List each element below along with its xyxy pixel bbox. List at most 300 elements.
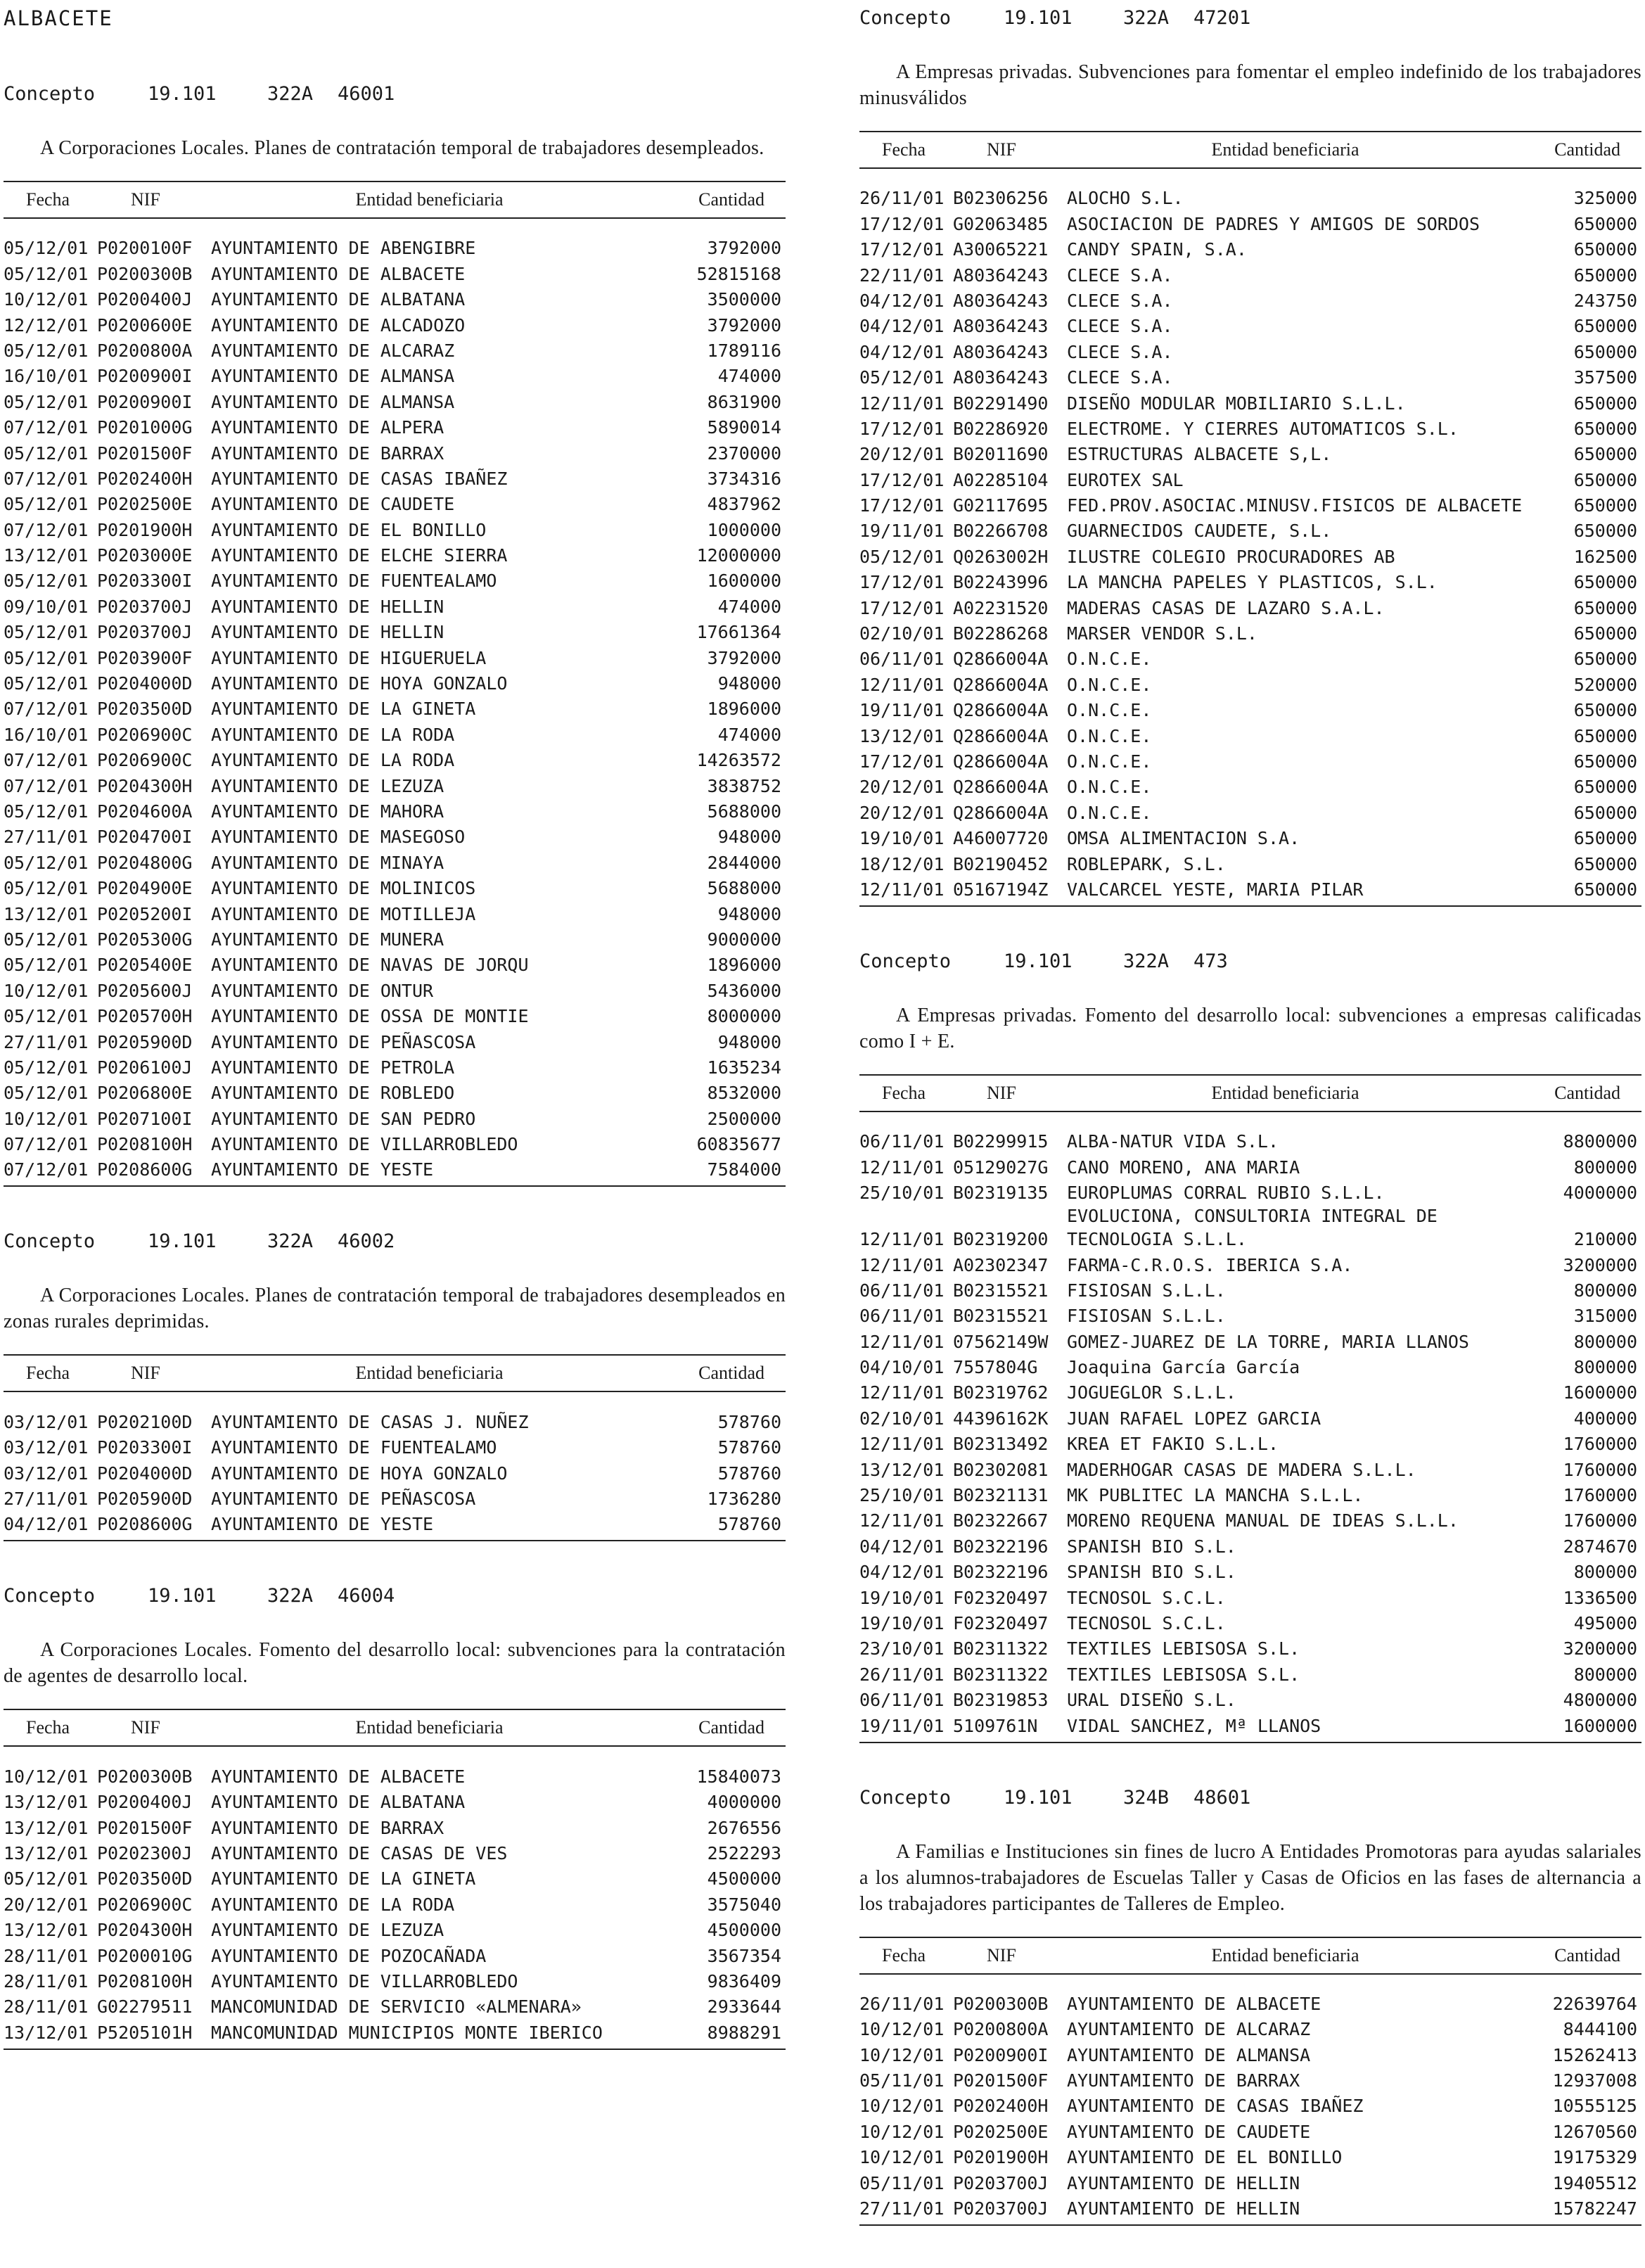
left-sections <box>4 82 786 2050</box>
cell-nif: B02291490 <box>953 393 1049 414</box>
cell-cantidad: 4500000 <box>707 1868 781 1890</box>
cell-nif: 05129027G <box>953 1157 1049 1178</box>
table-row <box>859 440 1641 466</box>
cell-nif: B02319853 <box>953 1690 1049 1711</box>
cell-entidad: MORENO REQUENA MANUAL DE IDEAS S.L.L. <box>1067 1510 1459 1531</box>
header-entidad: Entidad beneficiaria <box>1067 1075 1532 1111</box>
cell-cantidad: 650000 <box>1573 597 1637 618</box>
cell-fecha: 28/11/01 <box>4 1945 89 1966</box>
cell-nif: P0205900D <box>97 1031 193 1052</box>
cell-nif: P0202400H <box>97 468 193 489</box>
cell-entidad: SPANISH BIO S.L. <box>1067 1562 1236 1583</box>
cell-nif: P0206900C <box>97 1894 193 1915</box>
cell-nif: P0205200I <box>97 903 193 924</box>
table-row <box>4 1890 786 1916</box>
table-row <box>4 900 786 925</box>
table-row <box>4 1993 786 2018</box>
cell-nif: P0200900I <box>953 2044 1049 2065</box>
cell-nif: 05167194Z <box>953 876 1067 906</box>
table-row <box>4 414 786 439</box>
cell-cantidad: 650000 <box>1573 649 1637 670</box>
concepto-number: 19.101 <box>148 1585 217 1607</box>
cell-fecha: 19/10/01 <box>859 1587 945 1608</box>
cell-nif: P0208100H <box>97 1970 193 1992</box>
cell-nif: P0205600J <box>97 980 193 1001</box>
cell-fecha: 07/12/01 <box>4 775 89 796</box>
cell-nif: P0203300I <box>97 1437 193 1458</box>
header-cantidad: Cantidad <box>1532 132 1641 168</box>
cell-cantidad: 650000 <box>1573 316 1637 337</box>
cell-cantidad: 9000000 <box>707 929 781 950</box>
table-row <box>859 1610 1641 1635</box>
cell-nif: P0203500D <box>97 699 193 720</box>
cell-fecha: 20/12/01 <box>4 1894 89 1915</box>
cell-nif: P0205900D <box>97 1489 193 1510</box>
cell-entidad: AYUNTAMIENTO DE VILLARROBLEDO <box>211 1970 518 1992</box>
cell-fecha: 05/12/01 <box>4 878 89 899</box>
cell-entidad: AYUNTAMIENTO DE HOYA GONZALO <box>211 1463 508 1484</box>
header-fecha: Fecha <box>4 1709 97 1746</box>
cell-fecha: 05/12/01 <box>859 546 945 567</box>
table-row <box>4 1942 786 1967</box>
table-row <box>859 1532 1641 1557</box>
table-row <box>859 1327 1641 1353</box>
cell-nif: G02279511 <box>97 1996 193 2018</box>
programa-code: 322A <box>1123 7 1170 29</box>
left-column <box>4 0 786 2092</box>
cell-cantidad: 10555125 <box>1552 2096 1637 2117</box>
header-fecha: Fecha <box>4 1355 97 1391</box>
table-row <box>859 542 1641 568</box>
table-row <box>859 1558 1641 1584</box>
cell-nif: P0202100D <box>97 1411 193 1432</box>
concepto-line <box>4 1229 786 1254</box>
cell-entidad: FISIOSAN S.L.L. <box>1067 1280 1226 1301</box>
cell-fecha: 05/12/01 <box>4 340 89 361</box>
cell-entidad: TECNOSOL S.C.L. <box>1067 1587 1226 1608</box>
cell-entidad: GUARNECIDOS CAUDETE, S.L. <box>1067 521 1332 542</box>
cell-entidad: MADERHOGAR CASAS DE MADERA S.L.L. <box>1067 1459 1416 1480</box>
cell-cantidad: 650000 <box>1573 700 1637 721</box>
table-row <box>4 592 786 618</box>
concepto-line <box>859 1785 1641 1811</box>
concepto-label: Concepto <box>4 1585 96 1607</box>
cell-nif: P0200300B <box>953 1993 1049 2014</box>
concepto-number: 19.101 <box>1004 7 1073 29</box>
cell-cantidad: 3567354 <box>707 1945 781 1966</box>
cell-nif: P0200600E <box>97 314 193 336</box>
cell-entidad: AYUNTAMIENTO DE MOLINICOS <box>211 878 476 899</box>
cell-cantidad: 578760 <box>717 1463 781 1484</box>
cell-entidad: AYUNTAMIENTO DE ALBATANA <box>211 289 466 310</box>
cell-fecha: 10/12/01 <box>4 1766 89 1787</box>
cell-fecha: 05/12/01 <box>4 852 89 873</box>
cell-cantidad: 650000 <box>1573 751 1637 772</box>
cell-entidad: ROBLEPARK, S.L. <box>1067 853 1226 874</box>
cell-nif: P0200400J <box>97 289 193 310</box>
concepto-number: 19.101 <box>1004 1786 1073 1809</box>
cell-cantidad: 1760000 <box>1563 1434 1637 1455</box>
cell-fecha: 12/11/01 <box>859 1382 945 1403</box>
header-fecha: Fecha <box>859 1937 953 1974</box>
table-row <box>4 465 786 490</box>
cell-entidad: CLECE S.A. <box>1067 341 1173 362</box>
cell-nif: P0203700J <box>97 596 193 617</box>
cell-cantidad: 1760000 <box>1563 1459 1637 1480</box>
concepto-line <box>4 82 786 107</box>
cell-nif: P0200300B <box>97 263 193 284</box>
cell-nif: P0202400H <box>953 2096 1049 2117</box>
table-row <box>4 311 786 336</box>
table-row <box>859 2067 1641 2092</box>
header-fecha: Fecha <box>859 1075 953 1111</box>
cell-fecha: 27/11/01 <box>4 827 89 848</box>
cell-entidad: AYUNTAMIENTO DE NAVAS DE JORQU <box>211 955 529 976</box>
cell-cantidad: 22639764 <box>1552 1993 1637 2014</box>
cell-nif: P5205101H <box>97 2018 211 2049</box>
cell-nif: Q2866004A <box>953 649 1049 670</box>
cell-fecha: 20/12/01 <box>859 444 945 465</box>
table-row <box>859 1277 1641 1302</box>
cell-nif: Q2866004A <box>953 751 1049 772</box>
cell-fecha: 17/12/01 <box>859 469 945 490</box>
cell-nif: P0201900H <box>953 2147 1049 2168</box>
header-cantidad: Cantidad <box>676 181 786 218</box>
beneficiaries-table <box>859 1937 1641 2226</box>
cell-entidad: CLECE S.A. <box>1067 290 1173 311</box>
concepto-description: A Empresas privadas. Fomento del desarrollo local: subvenciones a empresas calificadas como I + E. <box>859 1004 1641 1052</box>
cell-fecha: 12/11/01 <box>859 674 945 695</box>
cell-nif: P0202500E <box>953 2121 1049 2142</box>
cell-entidad: AYUNTAMIENTO DE BARRAX <box>211 1817 444 1838</box>
cell-cantidad: 3200000 <box>1563 1638 1637 1659</box>
concepto-line <box>4 1584 786 1609</box>
cell-entidad: AYUNTAMIENTO DE ELCHE SIERRA <box>211 545 508 566</box>
cell-fecha: 05/12/01 <box>4 622 89 643</box>
cell-fecha: 13/12/01 <box>859 725 945 746</box>
cell-entidad: AYUNTAMIENTO DE LA RODA <box>211 750 455 771</box>
cell-nif: P0200900I <box>97 391 193 412</box>
cell-fecha: 03/12/01 <box>4 1437 89 1458</box>
cell-cantidad: 800000 <box>1573 1562 1637 1583</box>
programa-code: 322A <box>267 1230 314 1253</box>
cell-fecha: 12/11/01 <box>859 1157 945 1178</box>
concepto-description: A Corporaciones Locales. Planes de contratación temporal de trabajadores desempleados en zonas rurales deprimidas. <box>4 1285 786 1333</box>
cell-fecha: 12/11/01 <box>859 876 953 906</box>
header-nif: NIF <box>953 1075 1067 1111</box>
cell-nif: P0203700J <box>953 2195 1067 2225</box>
cell-nif: 07562149W <box>953 1331 1049 1352</box>
table-row <box>4 388 786 413</box>
cell-fecha: 05/12/01 <box>4 1057 89 1078</box>
cell-fecha: 20/12/01 <box>859 802 945 823</box>
cell-entidad: EVOLUCIONA, CONSULTORIA INTEGRAL DE TECNOLOGIA S.L.L. <box>1067 1206 1438 1250</box>
cell-fecha: 17/12/01 <box>859 597 945 618</box>
cell-fecha: 06/11/01 <box>859 1131 945 1152</box>
cell-fecha: 26/11/01 <box>859 188 945 209</box>
cell-entidad: AYUNTAMIENTO DE ALMANSA <box>211 366 455 387</box>
table-row <box>4 218 786 260</box>
table-row <box>859 1686 1641 1712</box>
cell-fecha: 02/10/01 <box>859 623 945 644</box>
table-row <box>4 260 786 285</box>
cell-fecha: 10/12/01 <box>859 2121 945 2142</box>
cell-cantidad: 4500000 <box>707 1920 781 1941</box>
cell-fecha: 18/12/01 <box>859 853 945 874</box>
cell-entidad: AYUNTAMIENTO DE MASEGOSO <box>211 827 466 848</box>
cell-cantidad: 650000 <box>1573 495 1637 516</box>
cell-nif: A02302347 <box>953 1254 1049 1275</box>
cell-cantidad: 800000 <box>1573 1664 1637 1685</box>
table-row <box>4 976 786 1002</box>
cell-entidad: AYUNTAMIENTO DE POZOCAÑADA <box>211 1945 487 1966</box>
cell-nif: B02286920 <box>953 418 1049 439</box>
cell-nif: P0204600A <box>97 801 193 822</box>
cell-entidad: EUROTEX SAL <box>1067 469 1184 490</box>
cell-cantidad: 650000 <box>1573 239 1637 260</box>
cell-entidad: AYUNTAMIENTO DE ABENGIBRE <box>211 238 476 259</box>
cell-cantidad: 8988291 <box>676 2018 786 2049</box>
cell-fecha: 12/11/01 <box>859 1254 945 1275</box>
cell-entidad: AYUNTAMIENTO DE YESTE <box>211 1510 676 1541</box>
cell-entidad: KREA ET FAKIO S.L.L. <box>1067 1434 1279 1455</box>
header-cantidad: Cantidad <box>1532 1937 1641 1974</box>
cell-cantidad: 7584000 <box>676 1156 786 1186</box>
table-row <box>4 1002 786 1028</box>
cell-cantidad: 650000 <box>1573 341 1637 362</box>
beneficiaries-table <box>859 131 1641 907</box>
cell-entidad: AYUNTAMIENTO DE CAUDETE <box>1067 2121 1311 2142</box>
cell-entidad: ESTRUCTURAS ALBACETE S,L. <box>1067 444 1332 465</box>
cell-fecha: 16/10/01 <box>4 366 89 387</box>
cell-fecha: 06/11/01 <box>859 1690 945 1711</box>
cell-fecha: 05/12/01 <box>4 571 89 592</box>
cell-fecha: 16/10/01 <box>4 724 89 745</box>
cell-fecha: 27/11/01 <box>4 1489 89 1510</box>
cell-cantidad: 650000 <box>1532 876 1641 906</box>
header-nif: NIF <box>97 181 211 218</box>
cell-entidad: MADERAS CASAS DE LAZARO S.A.L. <box>1067 597 1385 618</box>
cell-entidad: AYUNTAMIENTO DE LA RODA <box>211 1894 455 1915</box>
cell-entidad: CLECE S.A. <box>1067 316 1173 337</box>
cell-fecha: 12/11/01 <box>859 393 945 414</box>
cell-entidad: AYUNTAMIENTO DE PEÑASCOSA <box>211 1489 476 1510</box>
cell-fecha: 04/12/01 <box>4 1510 97 1541</box>
cell-fecha: 13/12/01 <box>4 545 89 566</box>
table-row <box>859 2041 1641 2066</box>
cell-entidad: AYUNTAMIENTO DE ALMANSA <box>211 391 455 412</box>
table-row <box>859 236 1641 261</box>
table-row <box>4 874 786 900</box>
cell-nif: Q2866004A <box>953 802 1049 823</box>
cell-cantidad: 800000 <box>1573 1280 1637 1301</box>
table-row <box>4 1485 786 1510</box>
cell-nif: P0204900E <box>97 878 193 899</box>
cell-entidad: AYUNTAMIENTO DE HIGUERUELA <box>211 647 487 668</box>
cell-fecha: 25/10/01 <box>859 1485 945 1506</box>
cell-fecha: 13/12/01 <box>4 1842 89 1864</box>
cell-entidad: ASOCIACION DE PADRES Y AMIGOS DE SORDOS <box>1067 213 1480 234</box>
subconcepto-code: 46004 <box>338 1585 395 1607</box>
cell-cantidad: 1760000 <box>1563 1485 1637 1506</box>
table-row <box>4 1459 786 1484</box>
cell-fecha: 04/12/01 <box>859 290 945 311</box>
cell-entidad: AYUNTAMIENTO DE LA RODA <box>211 724 455 745</box>
cell-entidad: MARSER VENDOR S.L. <box>1067 623 1257 644</box>
cell-cantidad: 474000 <box>717 366 781 387</box>
cell-nif: B02319762 <box>953 1382 1049 1403</box>
cell-cantidad: 650000 <box>1573 802 1637 823</box>
table-row <box>859 876 1641 906</box>
cell-nif: P0203900F <box>97 647 193 668</box>
cell-cantidad: 52815168 <box>696 263 781 284</box>
table-row <box>4 1968 786 1993</box>
cell-nif: P0204800G <box>97 852 193 873</box>
cell-fecha: 19/11/01 <box>859 1712 953 1742</box>
cell-entidad: GOMEZ-JUAREZ DE LA TORRE, MARIA LLANOS <box>1067 1331 1469 1352</box>
cell-entidad: CANDY SPAIN, S.A. <box>1067 239 1247 260</box>
concepto-number: 19.101 <box>1004 950 1073 972</box>
header-cantidad: Cantidad <box>1532 1075 1641 1111</box>
cell-fecha: 26/11/01 <box>859 1993 945 2014</box>
concepto-line <box>859 6 1641 31</box>
cell-entidad: O.N.C.E. <box>1067 802 1152 823</box>
header-nif: NIF <box>953 132 1067 168</box>
cell-nif: A80364243 <box>953 341 1049 362</box>
cell-cantidad: 1635234 <box>707 1057 781 1078</box>
cell-entidad: AYUNTAMIENTO DE MOTILLEJA <box>211 903 476 924</box>
cell-nif: P0200900I <box>97 366 193 387</box>
cell-nif: P0200400J <box>97 1792 193 1813</box>
header-cantidad: Cantidad <box>676 1709 786 1746</box>
table-row <box>859 696 1641 722</box>
cell-entidad: AYUNTAMIENTO DE PEÑASCOSA <box>211 1031 476 1052</box>
cell-entidad: ILUSTRE COLEGIO PROCURADORES AB <box>1067 546 1395 567</box>
cell-nif: P0201000G <box>97 417 193 438</box>
cell-cantidad: 1600000 <box>1563 1382 1637 1403</box>
cell-entidad: AYUNTAMIENTO DE MINAYA <box>211 852 444 873</box>
cell-cantidad: 8631900 <box>707 391 781 412</box>
cell-entidad: AYUNTAMIENTO DE CASAS IBAÑEZ <box>211 468 508 489</box>
header-nif: NIF <box>953 1937 1067 1974</box>
cell-fecha: 17/12/01 <box>859 239 945 260</box>
cell-entidad: FED.PROV.ASOCIAC.MINUSV.FISICOS DE ALBACETE <box>1067 495 1523 516</box>
subconcepto-code: 473 <box>1193 950 1228 972</box>
cell-fecha: 05/12/01 <box>4 801 89 822</box>
table-row <box>4 1840 786 1865</box>
cell-nif: P0204300H <box>97 775 193 796</box>
concepto-number: 19.101 <box>148 83 217 105</box>
cell-cantidad: 8444100 <box>1563 2019 1637 2040</box>
cell-cantidad: 1600000 <box>707 571 781 592</box>
cell-cantidad: 210000 <box>1573 1229 1637 1250</box>
table-row <box>859 1204 1641 1251</box>
table-row <box>859 1507 1641 1532</box>
cell-fecha: 05/12/01 <box>4 1083 89 1104</box>
table-row <box>859 1302 1641 1327</box>
cell-fecha: 17/12/01 <box>859 495 945 516</box>
cell-entidad: O.N.C.E. <box>1067 777 1152 798</box>
cell-entidad: AYUNTAMIENTO DE MAHORA <box>211 801 444 822</box>
cell-cantidad: 650000 <box>1573 828 1637 849</box>
cell-nif: A30065221 <box>953 239 1049 260</box>
cell-cantidad: 15840073 <box>696 1766 781 1787</box>
cell-nif: F02320497 <box>953 1587 1049 1608</box>
cell-entidad: AYUNTAMIENTO DE ALBATANA <box>211 1792 466 1813</box>
cell-fecha: 05/11/01 <box>859 2070 945 2091</box>
table-row <box>859 492 1641 517</box>
cell-entidad: URAL DISEÑO S.L. <box>1067 1690 1236 1711</box>
table-row <box>859 850 1641 875</box>
cell-fecha: 07/12/01 <box>4 468 89 489</box>
cell-cantidad: 474000 <box>717 596 781 617</box>
cell-cantidad: 650000 <box>1573 213 1637 234</box>
table-row <box>859 1584 1641 1609</box>
cell-cantidad: 3838752 <box>707 775 781 796</box>
cell-fecha: 07/12/01 <box>4 519 89 540</box>
cell-cantidad: 948000 <box>717 827 781 848</box>
table-row <box>4 1746 786 1788</box>
concepto-section <box>4 1229 786 1541</box>
table-row <box>4 670 786 695</box>
cell-entidad: TECNOSOL S.C.L. <box>1067 1612 1226 1633</box>
cell-entidad: OMSA ALIMENTACION S.A. <box>1067 828 1300 849</box>
cell-entidad: EUROPLUMAS CORRAL RUBIO S.L.L. <box>1067 1183 1385 1204</box>
cell-cantidad: 3200000 <box>1563 1254 1637 1275</box>
cell-cantidad: 325000 <box>1573 188 1637 209</box>
cell-fecha: 23/10/01 <box>859 1638 945 1659</box>
cell-fecha: 05/12/01 <box>4 442 89 464</box>
table-row <box>859 620 1641 645</box>
table-row <box>4 1434 786 1459</box>
table-row <box>859 748 1641 773</box>
cell-entidad: O.N.C.E. <box>1067 674 1152 695</box>
table-row <box>859 1455 1641 1481</box>
cell-cantidad: 15262413 <box>1552 2044 1637 2065</box>
cell-nif: 7557804G <box>953 1357 1038 1378</box>
cell-entidad: AYUNTAMIENTO DE YESTE <box>211 1156 676 1186</box>
header-fecha: Fecha <box>4 181 97 218</box>
programa-code: 322A <box>267 83 314 105</box>
cell-nif: B02319200 <box>953 1229 1049 1250</box>
cell-cantidad: 162500 <box>1573 546 1637 567</box>
cell-nif: A02231520 <box>953 597 1049 618</box>
cell-cantidad: 1000000 <box>707 519 781 540</box>
cell-cantidad: 5890014 <box>707 417 781 438</box>
cell-fecha: 13/12/01 <box>4 1792 89 1813</box>
cell-entidad: AYUNTAMIENTO DE HELLIN <box>211 596 444 617</box>
table-row <box>4 362 786 388</box>
cell-fecha: 19/11/01 <box>859 700 945 721</box>
cell-entidad: AYUNTAMIENTO DE LEZUZA <box>211 1920 444 1941</box>
concepto-section <box>859 6 1641 907</box>
right-column <box>859 0 1641 2268</box>
subconcepto-code: 46001 <box>338 83 395 105</box>
table-row <box>4 695 786 720</box>
concepto-label: Concepto <box>859 950 952 972</box>
cell-cantidad: 3500000 <box>707 289 781 310</box>
cell-fecha: 06/11/01 <box>859 1280 945 1301</box>
cell-fecha: 25/10/01 <box>859 1183 945 1204</box>
table-row <box>859 670 1641 696</box>
cell-entidad: AYUNTAMIENTO DE FUENTEALAMO <box>211 571 497 592</box>
cell-cantidad: 800000 <box>1573 1157 1637 1178</box>
cell-fecha: 07/12/01 <box>4 1156 97 1186</box>
cell-nif: B02315521 <box>953 1306 1049 1327</box>
cell-entidad: LA MANCHA PAPELES Y PLASTICOS, S.L. <box>1067 572 1438 593</box>
cell-nif: Q2866004A <box>953 674 1049 695</box>
cell-nif: Q2866004A <box>953 700 1049 721</box>
